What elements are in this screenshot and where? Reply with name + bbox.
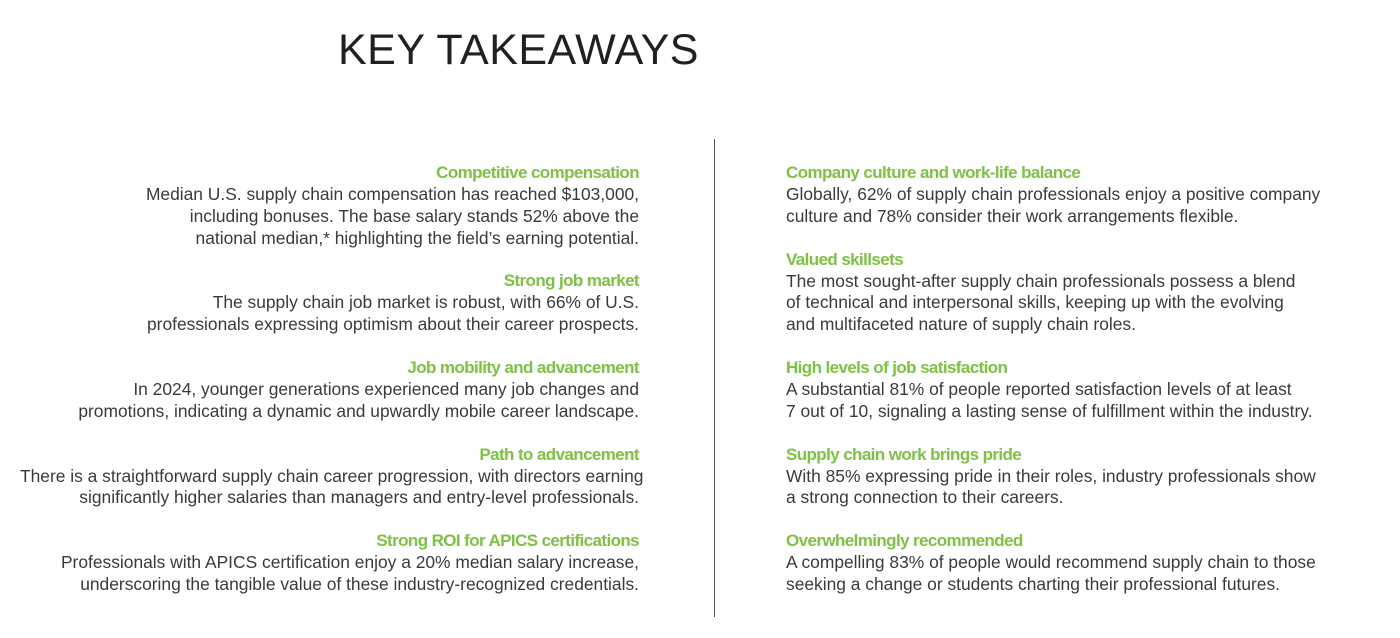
right-column [786,162,1386,617]
takeaway-heading: Strong job market [503,271,639,291]
page-title: KEY TAKEAWAYS [338,26,699,74]
text-line: professionals expressing optimism about their career prospects. [147,314,639,335]
takeaway-text [786,184,1386,228]
takeaway-text [20,465,644,510]
text-line: seeking a change or students charting their professional futures. [786,573,1280,594]
takeaway-recommended [786,530,1386,596]
takeaway-text [20,292,639,336]
takeaway-heading: High levels of job satisfaction [786,357,1008,377]
takeaway-competitive-compensation [20,162,639,249]
takeaway-heading: Supply chain work brings pride [786,444,1022,464]
column-divider [714,139,715,617]
takeaway-heading: Competitive compensation [436,163,639,182]
takeaway-valued-skillsets [786,249,1386,336]
text-line: Median U.S. supply chain compensation has reached $103,000, [145,184,639,204]
text-line: promotions, indicating a dynamic and upwardly mobile career landscape. [78,400,639,421]
text-line: culture and 78% consider their work arrangements flexible. [786,205,1239,226]
takeaway-heading: Strong ROI for APICS certifications [376,531,639,551]
text-line: The most sought-after supply chain professionals possess a blend [786,270,1296,291]
text-line: A substantial 81% of people reported satisfaction levels of at least [786,378,1292,399]
left-column [20,162,644,617]
takeaway-work-pride [786,444,1386,510]
takeaway-job-mobility [20,357,639,423]
text-line: In 2024, younger generations experienced many job changes and [133,378,639,399]
takeaway-job-satisfaction [786,357,1386,423]
takeaway-apics-roi [20,530,639,596]
text-line: and multifaceted nature of supply chain roles. [786,314,1136,335]
text-line: The supply chain job market is robust, with 66% of U.S. [212,292,639,313]
takeaway-text [786,466,1386,510]
text-line: underscoring the tangible value of these industry-recognized credentials. [80,573,639,594]
takeaway-strong-job-market [20,270,639,336]
takeaway-heading: Path to advancement [479,444,639,464]
text-line: Professionals with APICS certification enjoy a 20% median salary increase, [60,552,639,573]
text-line: A compelling 83% of people would recommend supply chain to those [786,552,1316,573]
takeaway-heading: Job mobility and advancement [407,357,639,377]
takeaway-text [20,379,639,423]
takeaway-company-culture [786,162,1386,228]
takeaway-text [20,552,639,596]
text-line: national median,* highlighting the field’s earning potential. [195,227,639,248]
takeaway-path-to-advancement [20,444,644,510]
text-line: There is a straightforward supply chain career progression, with directors earning [20,465,644,486]
takeaway-text [786,379,1386,423]
text-line: a strong connection to their careers. [786,487,1064,508]
takeaway-text [786,271,1386,336]
takeaway-heading: Company culture and work-life balance [786,163,1081,182]
text-line: significantly higher salaries than managers and entry-level professionals. [79,487,639,508]
text-line: including bonuses. The base salary stands 52% above the [189,205,639,226]
text-line: Globally, 62% of supply chain professionals enjoy a positive company [786,184,1321,204]
takeaway-text [20,184,639,249]
text-line: 7 out of 10, signaling a lasting sense of fulfillment within the industry. [786,400,1313,421]
text-line: With 85% expressing pride in their roles, industry professionals show [786,465,1316,486]
takeaway-heading: Valued skillsets [786,249,904,269]
takeaway-text [786,552,1386,596]
takeaway-heading: Overwhelmingly recommended [786,531,1023,551]
text-line: of technical and interpersonal skills, keeping up with the evolving [786,292,1284,313]
